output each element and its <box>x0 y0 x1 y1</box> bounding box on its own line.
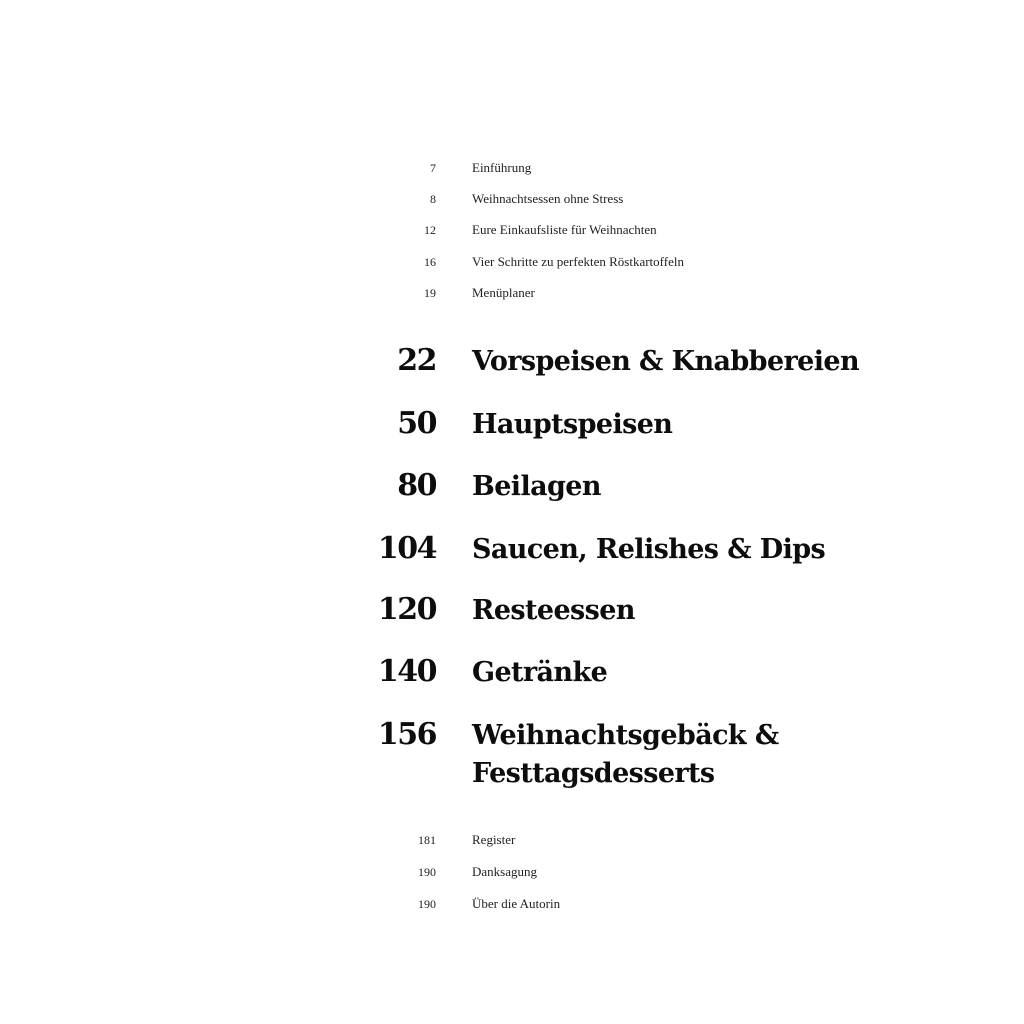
toc-chapter-title-line2: Festtagsdesserts <box>472 758 715 789</box>
toc-entry-title: Weihnachtsessen ohne Stress <box>472 191 624 206</box>
toc-page-number: 8 <box>430 192 436 206</box>
toc-page-number: 190 <box>418 897 436 911</box>
toc-chapter-title: Hauptspeisen <box>472 409 673 440</box>
toc-chapter-page-number: 22 <box>397 343 436 378</box>
toc-chapter-page-number: 120 <box>377 592 436 627</box>
toc-chapter-page-number: 104 <box>377 531 436 566</box>
toc-entry-title: Register <box>472 832 516 847</box>
toc-chapter-page-number: 140 <box>377 654 436 689</box>
toc-entry-title: Über die Autorin <box>472 896 561 911</box>
toc-chapter-page-number: 80 <box>397 468 436 503</box>
toc-page-number: 7 <box>430 161 436 175</box>
toc-chapter-title: Resteessen <box>472 595 635 626</box>
toc-entry-title: Eure Einkaufsliste für Weihnachten <box>472 222 657 237</box>
toc-chapter-page-number: 156 <box>377 717 436 752</box>
toc-chapter-title-line1: Weihnachtsgebäck & <box>472 720 779 751</box>
toc-chapter-title: Saucen, Relishes & Dips <box>472 534 826 565</box>
toc-entry-title: Einführung <box>472 160 532 175</box>
toc-entry-title: Menüplaner <box>472 285 535 300</box>
toc-page-number: 181 <box>418 833 436 847</box>
toc-page-number: 19 <box>424 286 436 300</box>
toc-chapter-title: Getränke <box>472 657 608 688</box>
toc-entry-title: Danksagung <box>472 864 537 879</box>
toc-chapter-page-number: 50 <box>397 406 436 441</box>
toc-chapter-title: Beilagen <box>472 471 601 502</box>
toc-chapter-title: Vorspeisen & Knabbereien <box>472 346 860 377</box>
toc-entry-title: Vier Schritte zu perfekten Röstkartoffeln <box>472 254 684 269</box>
toc-page-number: 12 <box>424 223 436 237</box>
toc-page-number: 16 <box>424 255 436 269</box>
toc-page-number: 190 <box>418 865 436 879</box>
